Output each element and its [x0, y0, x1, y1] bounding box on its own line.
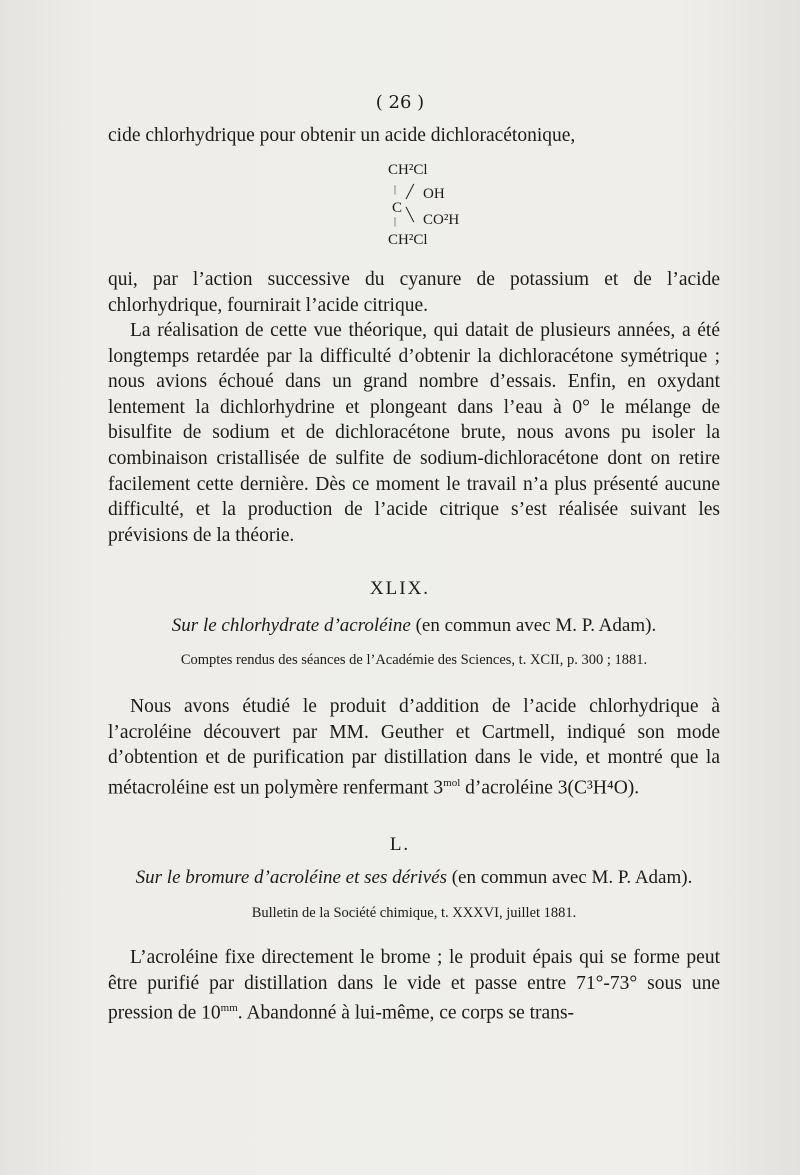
title-italic: Sur le chlorhydrate d’acroléine — [171, 615, 411, 636]
text-sup-mm: mm — [220, 1002, 238, 1015]
formula-carbon: C — [392, 200, 403, 216]
paragraph-text: cide chlorhydrique pour obtenir un acide dichloracétonique, — [108, 125, 576, 146]
title-rest: (en commun avec M. P. Adam). — [446, 867, 693, 888]
paragraph-text — [108, 945, 720, 1026]
formula-co2h: CO²H — [423, 212, 460, 228]
paragraph-text — [108, 694, 720, 801]
text-part-a: Nous avons étudié le produit d’addition de l’acide chlorhydrique à l’acroléine découvert par MM. Geuther et Cartmell, indiqué son mode d’obtention et de purification par distillation dans le vide, et montré que la métacroléine est un polymère renfermant 3 — [108, 696, 720, 799]
paragraph-3 — [108, 318, 720, 548]
reference-l: Bulletin de la Société chimique, t. XXXVI, juillet 1881. — [251, 905, 577, 921]
formula-bond-lower: ╲ — [406, 207, 414, 222]
formula-bond-vertical-top: | — [394, 184, 397, 195]
title-rest: (en commun avec M. P. Adam). — [410, 615, 657, 636]
section-title-l — [108, 867, 720, 889]
formula-oh: OH — [423, 186, 445, 202]
section-number-l: L. — [389, 834, 411, 855]
formula-bottom: CH²Cl — [388, 232, 428, 248]
formula-bond-upper: ╱ — [406, 184, 414, 199]
section-number-xlix: XLIX. — [369, 578, 431, 599]
paragraph-2 — [108, 267, 720, 318]
text-sup-mol: mol — [443, 776, 461, 789]
title-italic: Sur le bromure d’acroléine et ses dérivés — [135, 867, 447, 888]
paragraph-intro — [108, 123, 720, 149]
reference-xlix: Comptes rendus des séances de l’Académie des Sciences, t. XCII, p. 300 ; 1881. — [180, 652, 648, 668]
text-part-b: . Abandonné à lui-même, ce corps se trans- — [237, 1002, 575, 1024]
paragraph-text: qui, par l’action successive du cyanure de potassium et de l’acide chlorhydrique, fournirait l’acide citrique. — [108, 269, 720, 316]
paragraph-xlix — [108, 694, 720, 801]
text-part-a: L’acroléine fixe directement le brome ; le produit épais qui se forme peut être purifié par distillation dans le vide et passe entre 71°-73° sous une pression de 10 — [108, 947, 720, 1024]
text-part-b: d’acroléine 3(C³H⁴O). — [460, 777, 640, 799]
section-title-xlix — [108, 615, 720, 637]
page-number: ( 26 ) — [375, 92, 425, 113]
formula-top: CH²Cl — [388, 162, 428, 178]
paragraph-text: La réalisation de cette vue théorique, qui datait de plusieurs années, a été longtemps retardée par la difficulté d’obtenir la dichloracétone symétrique ; nous avions échoué dans un grand nombre d’essais. Enfin, en oxydant lentement la dichlorhydrine et plongeant dans l’eau à 0° le mélange de bisulfite de sodium et de dichloracétone brute, nous avons pu isoler la combinaison cristallisée de sulfite de sodium-dichloracétone dont on retire facilement cette dernière. Dès ce moment le travail n’a plus présenté aucune difficulté, et la production de l’acide citrique s’est réalisée suivant les prévisions de la théorie. — [108, 320, 720, 546]
paragraph-l — [108, 945, 720, 1026]
formula-bond-vertical-bottom: | — [394, 216, 397, 227]
